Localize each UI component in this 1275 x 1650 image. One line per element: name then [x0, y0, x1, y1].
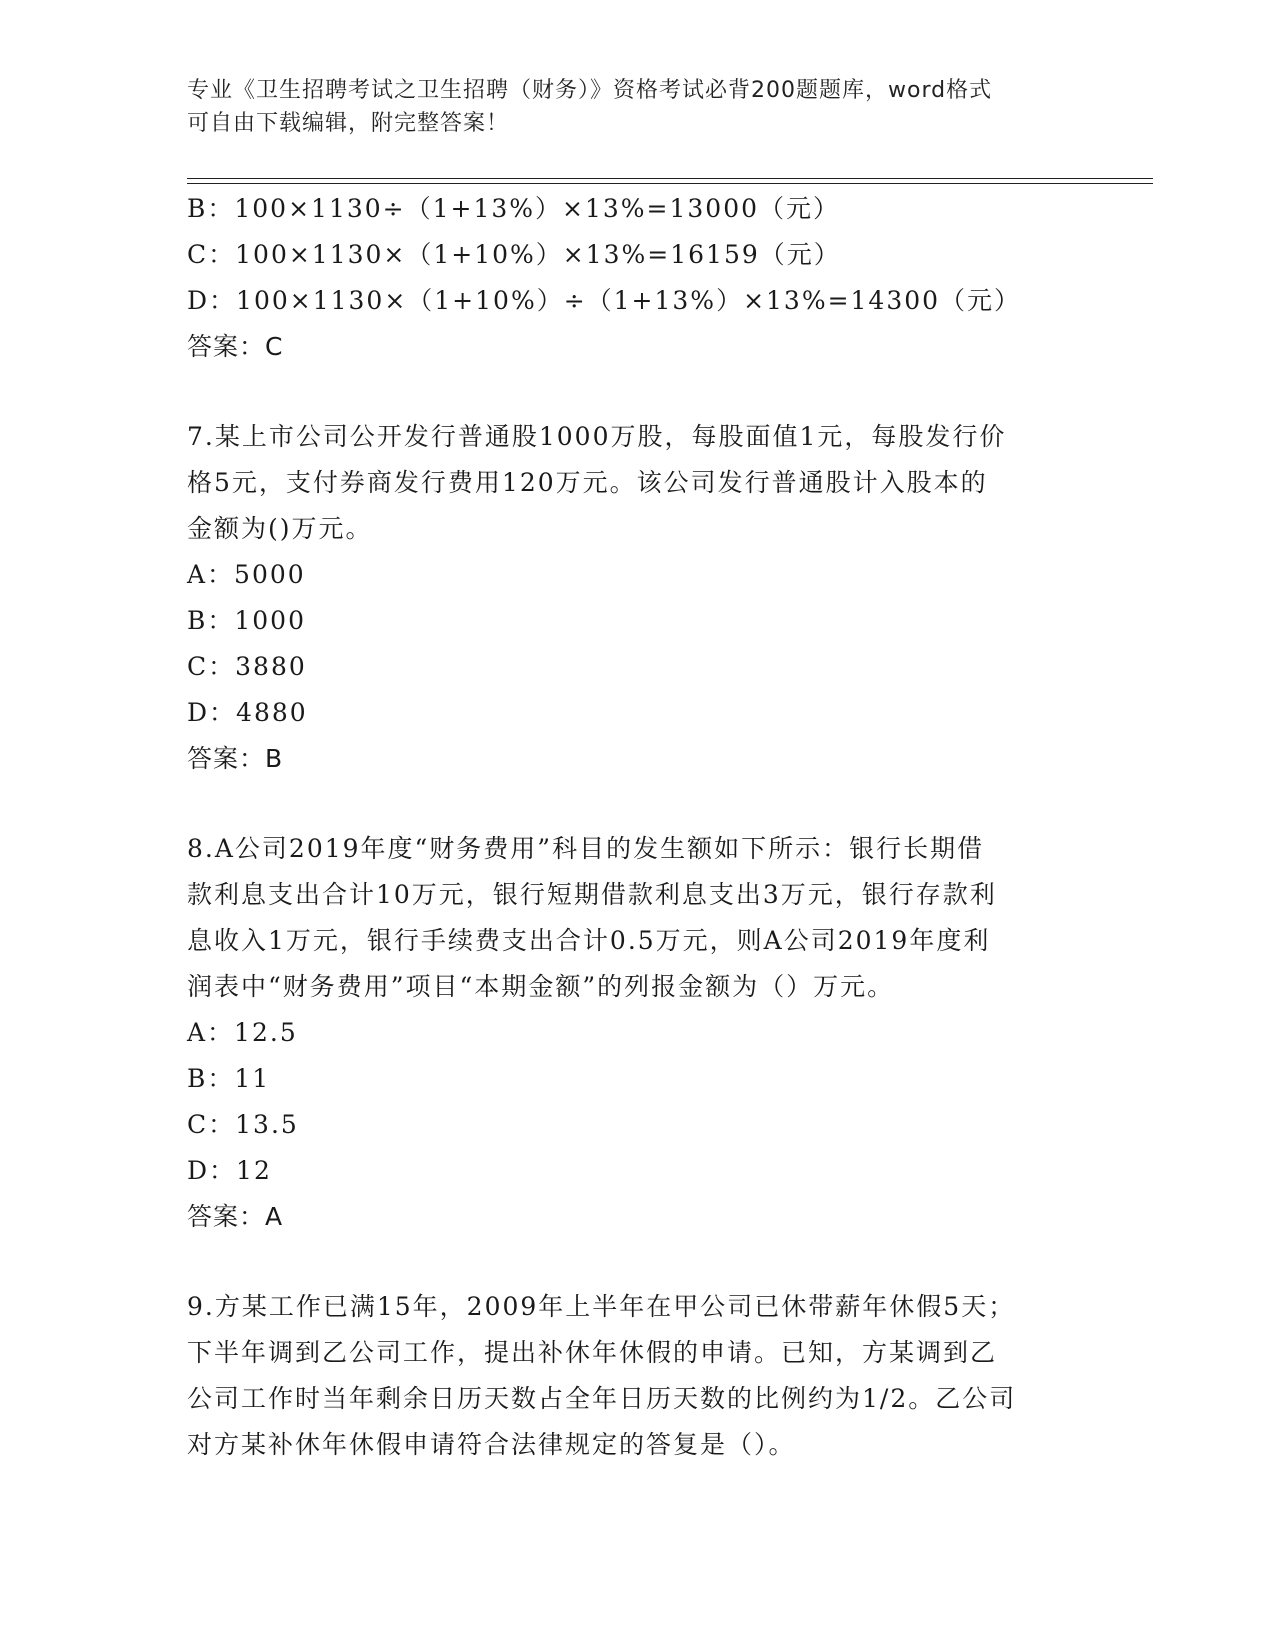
option-a: A：12.5 [187, 1018, 298, 1047]
question-7 [187, 414, 1087, 782]
question-text-line: 润表中“财务费用”项目“本期金额”的列报金额为（）万元。 [187, 972, 895, 1001]
option-d: D：12 [187, 1156, 272, 1185]
question-text-line: 8.A公司2019年度“财务费用”科目的发生额如下所示：银行长期借 [187, 834, 985, 863]
header-line-1: 专业《卫生招聘考试之卫生招聘（财务）》资格考试必背200题题库，word格式 [187, 78, 993, 103]
question-text-line: 息收入1万元，银行手续费支出合计0.5万元，则A公司2019年度利 [187, 926, 991, 955]
question-text-line: 对方某补休年休假申请符合法律规定的答复是（）。 [187, 1430, 796, 1459]
option-c: C：13.5 [187, 1110, 299, 1139]
answer-line: 答案：A [187, 1202, 284, 1231]
option-d: D：4880 [187, 698, 308, 727]
question-9 [187, 1284, 1087, 1468]
answer-line: 答案：B [187, 744, 284, 773]
option-b: B：1000 [187, 606, 306, 635]
question-text-line: 金额为()万元。 [187, 514, 373, 543]
option-c: C：3880 [187, 652, 307, 681]
option-b: B：100×1130÷（1+13%）×13%=13000（元） [187, 194, 841, 223]
option-b: B：11 [187, 1064, 271, 1093]
question-text-line: 7.某上市公司公开发行普通股1000万股，每股面值1元，每股发行价 [187, 422, 1007, 451]
option-a: A：5000 [187, 560, 306, 589]
question-text-line: 格5元，支付券商发行费用120万元。该公司发行普通股计入股本的 [187, 468, 988, 497]
question-8 [187, 826, 1087, 1240]
question-text-line: 款利息支出合计10万元，银行短期借款利息支出3万元，银行存款利 [187, 880, 997, 909]
question-text-line: 公司工作时当年剩余日历天数占全年日历天数的比例约为1/2。乙公司 [187, 1384, 1017, 1413]
header-divider-top [187, 178, 1153, 179]
page-header [187, 74, 1087, 140]
header-line-2: 可自由下载编辑，附完整答案！ [187, 111, 510, 136]
document-body [187, 186, 1087, 1468]
question-text-line: 下半年调到乙公司工作，提出补休年休假的申请。已知，方某调到乙 [187, 1338, 998, 1367]
answer-line: 答案：C [187, 332, 284, 361]
option-c: C：100×1130×（1+10%）×13%=16159（元） [187, 240, 841, 269]
question-6 [187, 186, 1087, 370]
header-divider-bottom [187, 183, 1153, 184]
question-text-line: 9.方某工作已满15年，2009年上半年在甲公司已休带薪年休假5天； [187, 1292, 1016, 1321]
option-d: D：100×1130×（1+10%）÷（1+13%）×13%=14300（元） [187, 286, 1022, 315]
